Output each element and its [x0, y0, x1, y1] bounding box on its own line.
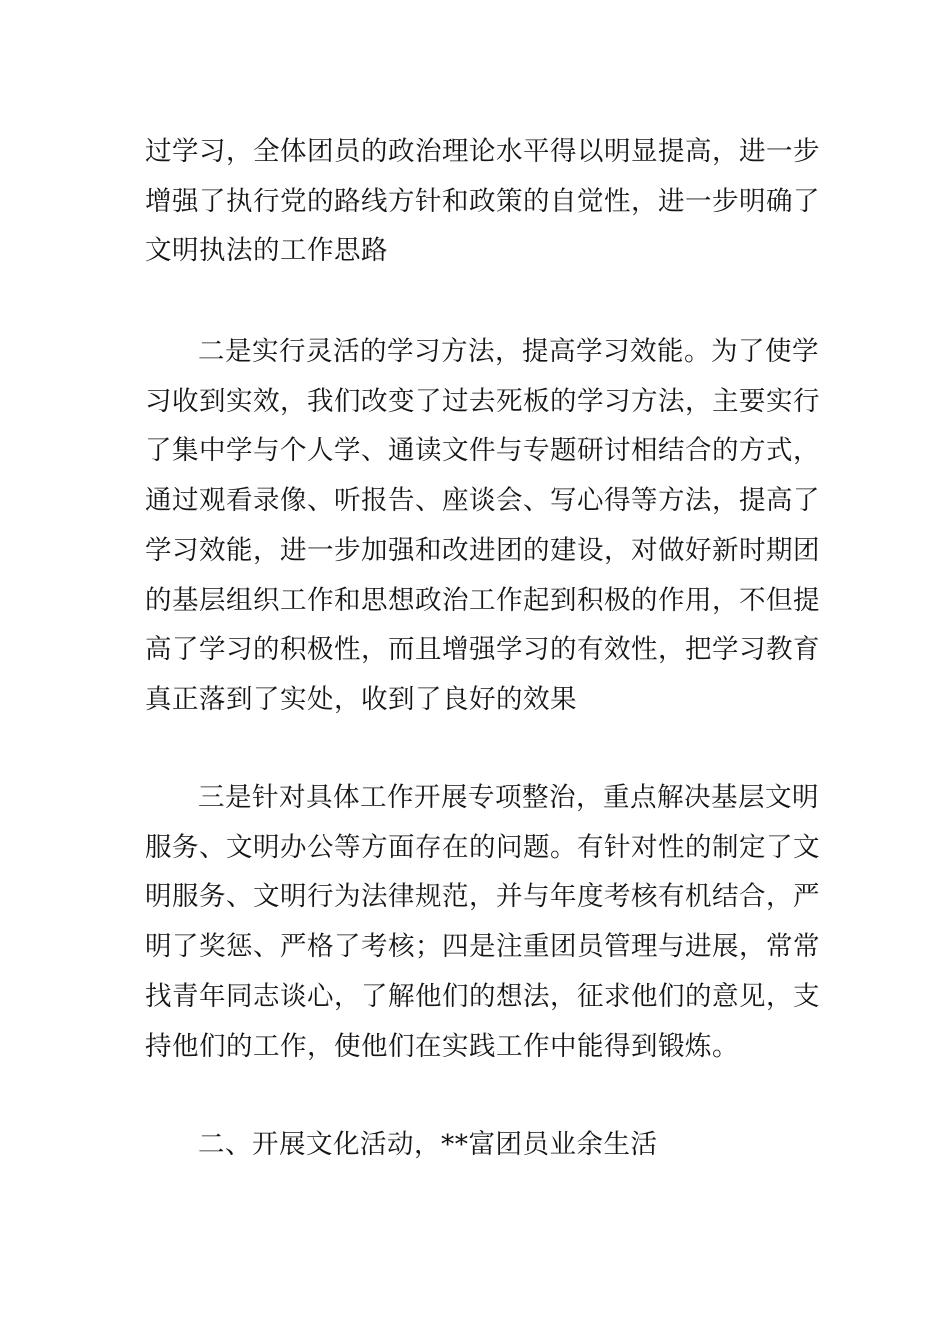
- paragraph-study-methods: [145, 327, 820, 725]
- paragraph-line: 学习效能，进一步加强和改进团的建设，对做好新时期团: [145, 534, 820, 566]
- paragraph-line: 二是实行灵活的学习方法，提高学习效能。为了使学: [198, 336, 819, 367]
- section-heading-text: 二、开展文化活动，**富团员业余生活: [198, 1129, 658, 1160]
- paragraph-line: 高了学习的积极性，而且增强学习的有效性，把学习教育: [145, 634, 820, 666]
- paragraph-special-rectification: [145, 773, 820, 1071]
- paragraph-line: 明服务、文明行为法律规范，并与年度考核有机结合，严: [145, 881, 820, 913]
- paragraph-line: 持他们的工作，使他们在实践工作中能得到锻炼。: [145, 1030, 739, 1062]
- paragraph-line: 服务、文明办公等方面存在的问题。有针对性的制定了文: [145, 831, 820, 863]
- paragraph-line: 了集中学与个人学、通读文件与专题研讨相结合的方式，: [145, 435, 820, 467]
- paragraph-line: 明了奖惩、严格了考核；四是注重团员管理与进展，常常: [145, 931, 820, 963]
- paragraph-line: 找青年同志谈心，了解他们的想法，征求他们的意见，支: [145, 980, 820, 1012]
- paragraph-line: 通过观看录像、听报告、座谈会、写心得等方法，提高了: [145, 485, 820, 517]
- paragraph-line: 文明执法的工作思路: [145, 235, 388, 267]
- paragraph-line: 习收到实效，我们改变了过去死板的学习方法，主要实行: [145, 385, 820, 417]
- section-heading: [145, 1120, 807, 1170]
- paragraph-line: 增强了执行党的路线方针和政策的自觉性，进一步明确了: [145, 185, 820, 217]
- paragraph-line: 真正落到了实处，收到了良好的效果: [145, 683, 577, 715]
- paragraph-line: 的基层组织工作和思想政治工作起到积极的作用，不但提: [145, 584, 820, 616]
- paragraph-study-results: [145, 127, 820, 276]
- paragraph-line: 过学习，全体团员的政治理论水平得以明显提高，进一步: [145, 136, 820, 167]
- paragraph-line: 三是针对具体工作开展专项整治，重点解决基层文明: [198, 782, 819, 813]
